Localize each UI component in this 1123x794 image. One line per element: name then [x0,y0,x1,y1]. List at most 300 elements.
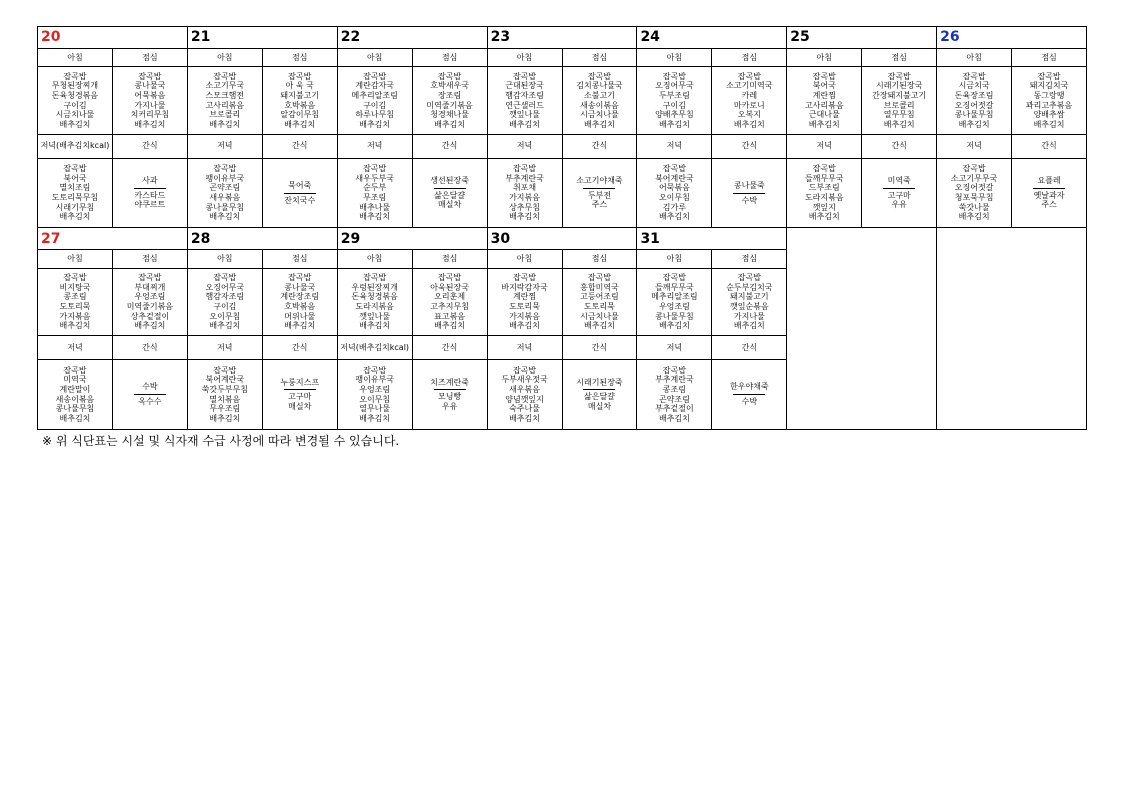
menu-item: 잔치국수 [284,195,316,205]
breakfast-menu [487,268,562,336]
menu-change-notice: ※ 위 식단표는 시설 및 식자재 수급 사정에 따라 변경될 수 있습니다. [42,434,400,448]
dinner-menu [487,360,562,430]
menu-item: 쑥갓나물 [958,202,990,212]
menu-item: 북어계란국 [655,173,694,183]
menu-item: 들깨무무국 [655,282,694,292]
menu-item: 잡곡밥 [1037,71,1061,81]
menu-item: 양배추무침 [655,110,694,120]
menu-item: 오징어무국 [655,81,694,91]
breakfast-menu [38,268,113,336]
menu-item: 수박 [741,397,758,407]
menu-item: 계란찜 [812,90,836,100]
menu-item: 멸치조림 [59,183,91,193]
menu-item: 배추김치 [209,321,241,331]
menu-item: 배추나물 [359,202,391,212]
menu-item: 양배추쌈 [1033,110,1065,120]
dinner-header: 저녁 [187,336,262,360]
menu-item: 오징어무국 [205,282,245,292]
menu-item: 콩나물무침 [55,404,95,414]
menu-item: 배추김치 [584,119,615,129]
menu-item: 돈육청경볶음 [351,292,398,302]
menu-item: 팽이유부국 [205,173,245,183]
item-divider [434,389,466,390]
menu-item: 잡곡밥 [812,71,836,81]
menu-item: 배추김치 [209,413,241,423]
menu-item: 호박볶음 [284,301,316,311]
menu-item: 가지볶음 [509,193,540,203]
snack-header: 간식 [412,336,487,360]
menu-item: 오이무침 [359,394,391,404]
dinner-menu [337,158,412,228]
menu-item: 배추김치 [284,321,316,331]
menu-item: 잡곡밥 [363,273,387,283]
menu-item: 잡곡밥 [363,71,387,81]
menu-item: 소고기미역국 [726,81,773,91]
menu-item: 장조림 [438,90,462,100]
menu-item: 어묵볶음 [134,90,166,100]
menu-item: 근대된장국 [505,81,544,91]
menu-item: 콩나물무침 [655,311,694,321]
lunch-menu [262,67,337,135]
menu-item: 소불고기 [584,90,615,100]
menu-item: 시래기된장국 [876,81,923,91]
snack-menu [562,158,637,228]
menu-item: 사과 [142,176,158,186]
menu-item: 배추김치 [59,321,91,331]
dinner-header: 저녁 [187,134,262,158]
menu-item: 돼지불고기 [730,292,769,302]
day-date: 29 [337,228,487,250]
breakfast-header: 아침 [337,250,412,269]
menu-item: 배추김치 [134,321,166,331]
menu-item: 북어국 [812,81,836,91]
menu-item: 잡곡밥 [213,71,237,81]
menu-item: 배추김치 [134,119,166,129]
snack-header: 간식 [562,134,637,158]
menu-item: 배추김치 [434,321,466,331]
menu-item: 삶은달걀 [584,392,615,402]
menu-item: 깻잎지 [812,202,836,212]
lunch-menu [712,67,787,135]
menu-item: 잡곡밥 [213,273,237,283]
lunch-menu [412,268,487,336]
menu-item: 미역죽 [887,176,911,186]
menu-item: 구이김 [213,301,237,311]
menu-item: 팽이유부국 [355,375,394,385]
menu-item: 호박새우국 [430,81,469,91]
dinner-menu [337,360,412,430]
item-divider [434,188,466,189]
menu-item: 아욱된장국 [430,282,469,292]
menu-item: 열무무침 [883,110,915,120]
menu-item: 잡곡밥 [662,71,686,81]
breakfast-menu [637,268,712,336]
menu-item: 잡곡밥 [363,365,387,375]
menu-item: 시금치나물 [55,110,95,120]
menu-item: 청경채나물 [430,110,469,120]
menu-item: 잡곡밥 [138,273,162,283]
menu-item: 북어국 [63,173,87,183]
menu-item: 누룽지스프 [280,377,320,387]
menu-item: 마카로니 [733,100,765,110]
menu-item: 배추김치 [509,413,540,423]
lunch-menu [262,268,337,336]
menu-item: 배추김치 [284,119,316,129]
menu-item: 새우볶음 [209,193,241,203]
snack-header: 간식 [712,336,787,360]
menu-item: 잡곡밥 [512,365,537,375]
lunch-header: 점심 [262,48,337,67]
menu-item: 새송이볶음 [580,100,619,110]
menu-item: 우렁된장찌개 [351,282,398,292]
menu-item: 양념깻잎지 [505,394,544,404]
menu-item: 잡곡밥 [63,273,87,283]
lunch-menu [112,268,187,336]
menu-item: 순두부 [363,183,387,193]
menu-item: 수박 [741,195,758,205]
menu-item: 잡곡밥 [587,273,612,283]
empty-day [937,228,1087,430]
menu-item: 생선된장죽 [430,176,469,186]
item-divider [733,193,765,194]
menu-item: 잡곡밥 [812,164,836,174]
breakfast-header: 아침 [187,48,262,67]
breakfast-header: 아침 [38,48,113,67]
menu-item: 쑥갓두부무침 [201,384,248,394]
menu-item: 시금치국 [958,81,990,91]
menu-item: 잡곡밥 [962,164,986,174]
item-divider [733,394,765,395]
menu-item: 배추김치 [209,119,241,129]
menu-item: 잡곡밥 [512,164,537,174]
day-date: 25 [787,27,937,49]
menu-item: 어묵볶음 [658,183,690,193]
menu-item: 배추김치 [509,119,540,129]
menu-item: 무청된장찌개 [51,81,99,91]
menu-item: 브로콜리 [883,100,915,110]
day-date: 23 [487,27,637,49]
menu-item: 미역줄기볶음 [126,301,174,311]
menu-item: 잡곡밥 [587,71,612,81]
snack-menu [712,158,787,228]
breakfast-header: 아침 [38,250,113,269]
menu-item: 돼지김치국 [1029,81,1069,91]
snack-menu [862,158,937,228]
dinner-header: 저녁(배추김치kcal) [38,134,113,158]
lunch-menu [562,67,637,135]
menu-item: 잡곡밥 [512,71,537,81]
menu-item: 머위나물 [284,311,316,321]
menu-item: 잡곡밥 [63,365,87,375]
snack-menu [262,360,337,430]
breakfast-menu [487,67,562,135]
menu-item: 잡곡밥 [737,273,761,283]
menu-item: 새우볶음 [509,384,540,394]
menu-item: 상추무침 [509,202,540,212]
menu-item: 홍합미역국 [580,282,619,292]
day-date: 21 [187,27,337,49]
menu-item: 하루나무침 [355,110,394,120]
menu-item: 숙주나물 [509,404,540,414]
menu-item: 배추김치 [658,321,690,331]
snack-header: 간식 [262,134,337,158]
menu-item: 계란장조림 [280,292,320,302]
menu-item: 잡곡밥 [63,71,87,81]
menu-item: 도토리묵 [59,301,91,311]
item-divider [883,188,915,189]
item-divider [583,389,615,390]
breakfast-menu [187,268,262,336]
meal-calendar [37,26,1087,430]
snack-menu [712,360,787,430]
menu-item: 브로콜리 [209,110,241,120]
menu-item: 가지볶음 [509,311,540,321]
item-divider [134,188,166,189]
menu-item: 우엉조림 [658,301,690,311]
lunch-header: 점심 [412,48,487,67]
dinner-menu [637,360,712,430]
menu-item: 잡곡밥 [213,365,237,375]
day-date: 26 [937,27,1087,49]
snack-header: 간식 [262,336,337,360]
menu-item: 무조림 [363,193,387,203]
lunch-menu [562,268,637,336]
menu-item: 오리훈제 [434,292,466,302]
breakfast-header: 아침 [637,48,712,67]
menu-item: 소고기무국 [205,81,245,91]
menu-item: 배추김치 [733,119,765,129]
menu-item: 배추김치 [434,119,466,129]
menu-item: 배추김치 [509,212,540,222]
menu-item: 계란말이 [59,384,91,394]
snack-menu [112,360,187,430]
menu-item: 도토리묵 [584,301,615,311]
menu-item: 우유 [441,401,458,411]
menu-item: 고추지무침 [430,301,469,311]
menu-item: 매실차 [288,401,312,411]
menu-item: 카레 [741,90,758,100]
breakfast-menu [187,67,262,135]
menu-item: 도라지볶음 [355,301,394,311]
menu-item: 우유 [891,200,907,210]
menu-item: 계란감자국 [355,81,394,91]
menu-item: 호박볶음 [284,100,316,110]
menu-item: 김가루 [662,202,686,212]
menu-item: 콩나물국 [134,81,166,91]
menu-item: 배추김치 [584,321,615,331]
menu-item: 잡곡밥 [288,273,312,283]
menu-item: 배추김치 [1033,119,1065,129]
menu-item: 잡곡밥 [63,164,87,174]
menu-item: 오이무침 [209,311,241,321]
menu-item: 드부조림 [808,183,840,193]
menu-item: 간장돼지불고기 [872,90,927,100]
item-divider [134,394,166,395]
snack-menu [262,158,337,228]
menu-item: 가지나물 [134,100,166,110]
menu-item: 수박 [142,382,158,392]
menu-item: 상추겉절이 [130,311,170,321]
day-date: 22 [337,27,487,49]
day-date: 20 [38,27,188,49]
menu-item: 배추김치 [808,212,840,222]
breakfast-menu [38,67,113,135]
breakfast-header: 아침 [637,250,712,269]
breakfast-header: 아침 [937,48,1012,67]
menu-item: 청포묵무침 [954,193,994,203]
menu-item: 잡곡밥 [213,164,237,174]
snack-menu [112,158,187,228]
menu-item: 잡곡밥 [662,365,686,375]
dinner-header: 저녁 [487,134,562,158]
menu-item: 구이김 [363,100,387,110]
snack-header: 간식 [412,134,487,158]
menu-item: 미역국 [63,375,87,385]
dinner-menu [38,360,113,430]
menu-item: 잡곡밥 [737,71,761,81]
menu-item: 배추김치 [359,212,391,222]
menu-item: 구이김 [63,100,87,110]
menu-item: 배추김치 [883,119,915,129]
lunch-header: 점심 [862,48,937,67]
snack-header: 간식 [562,336,637,360]
breakfast-header: 아침 [187,250,262,269]
dinner-header: 저녁 [637,134,712,158]
item-divider [1033,188,1065,189]
menu-item: 연근샐러드 [505,100,544,110]
menu-item: 옥수수 [138,397,162,407]
dinner-header: 저녁 [337,134,412,158]
item-divider [284,193,316,194]
menu-item: 잡곡밥 [962,71,986,81]
breakfast-menu [637,67,712,135]
menu-item: 시래기무침 [55,202,95,212]
menu-item: 가지볶음 [59,311,91,321]
menu-item: 멸치볶음 [209,394,241,404]
menu-item: 배추김치 [808,119,840,129]
snack-header: 간식 [712,134,787,158]
menu-item: 잡곡밥 [138,71,162,81]
menu-item: 배추김치 [359,321,391,331]
menu-item: 한우야채죽 [730,382,769,392]
day-date: 31 [637,228,787,250]
snack-header: 간식 [1012,134,1087,158]
dinner-header: 저녁 [937,134,1012,158]
menu-item: 구이김 [662,100,686,110]
menu-item: 메추리알조림 [351,90,398,100]
menu-item: 오징어젓갈 [954,183,994,193]
menu-item: 바지락감자국 [501,282,548,292]
lunch-header: 점심 [262,250,337,269]
dinner-header: 저녁 [487,336,562,360]
item-divider [583,188,615,189]
menu-item: 소고기야채죽 [576,176,623,186]
menu-item: 계란찜 [512,292,537,302]
menu-item: 우엉조림 [134,292,166,302]
menu-item: 햄감자조림 [505,90,544,100]
breakfast-header: 아침 [337,48,412,67]
snack-menu [412,360,487,430]
menu-item: 새송이볶음 [55,394,95,404]
menu-item: 배추김치 [658,413,690,423]
menu-item: 고사리볶음 [205,100,245,110]
menu-item: 콩나물죽 [733,180,765,190]
day-date: 30 [487,228,637,250]
menu-item: 배추김치 [958,119,990,129]
breakfast-header: 아침 [487,250,562,269]
menu-item: 돈육청경볶음 [51,90,99,100]
menu-item: 콩나물국 [284,282,316,292]
menu-item: 꽈리고추볶음 [1025,100,1073,110]
breakfast-header: 아침 [787,48,862,67]
menu-item: 아 욱 국 [285,81,314,91]
lunch-header: 점심 [562,250,637,269]
menu-item: 콩조림 [662,384,686,394]
menu-item: 두부새우젓국 [501,375,548,385]
menu-item: 가지나물 [733,311,765,321]
breakfast-header: 아침 [487,48,562,67]
lunch-menu [1012,67,1087,135]
dinner-menu [937,158,1012,228]
dinner-menu [487,158,562,228]
snack-header: 간식 [862,134,937,158]
menu-item: 모닝빵 [438,392,462,402]
empty-day [787,228,937,430]
menu-item: 돈육장조림 [954,90,994,100]
menu-item: 표고볶음 [434,311,466,321]
menu-item: 매실차 [438,200,462,210]
menu-item: 배추김치 [509,321,540,331]
menu-item: 삶은달걀 [434,190,466,200]
breakfast-menu [337,268,412,336]
breakfast-menu [937,67,1012,135]
lunch-header: 점심 [712,250,787,269]
menu-item: 부추계란국 [505,173,544,183]
dinner-header: 저녁 [637,336,712,360]
menu-item: 깻잎나물 [509,110,540,120]
menu-item: 잡곡밥 [438,273,462,283]
day-date: 28 [187,228,337,250]
menu-item: 무우조림 [209,404,241,414]
menu-item: 고구마 [288,392,312,402]
menu-item: 시금치나물 [580,110,619,120]
menu-item: 오복지 [737,110,761,120]
lunch-header: 점심 [412,250,487,269]
menu-item: 비지탕국 [59,282,91,292]
menu-item: 북어계란국 [205,375,245,385]
menu-item: 콩나물무침 [205,202,245,212]
lunch-menu [112,67,187,135]
lunch-menu [712,268,787,336]
snack-menu [1012,158,1087,228]
dinner-header: 저녁(배추김치kcal) [337,336,412,360]
menu-item: 부추계란국 [655,375,694,385]
menu-item: 곤약조림 [658,394,690,404]
breakfast-menu [787,67,862,135]
menu-item: 취포채 [512,183,537,193]
day-date: 27 [38,228,188,250]
menu-item: 부추겉절이 [655,404,694,414]
menu-item: 알감이무침 [280,110,320,120]
menu-item: 깻잎나물 [359,311,391,321]
lunch-header: 점심 [562,48,637,67]
menu-item: 고구마 [887,190,911,200]
menu-item: 도라지볶음 [804,193,844,203]
menu-item: 잡곡밥 [438,71,462,81]
menu-item: 배추김치 [733,321,765,331]
menu-item: 두부조림 [658,90,690,100]
snack-menu [412,158,487,228]
